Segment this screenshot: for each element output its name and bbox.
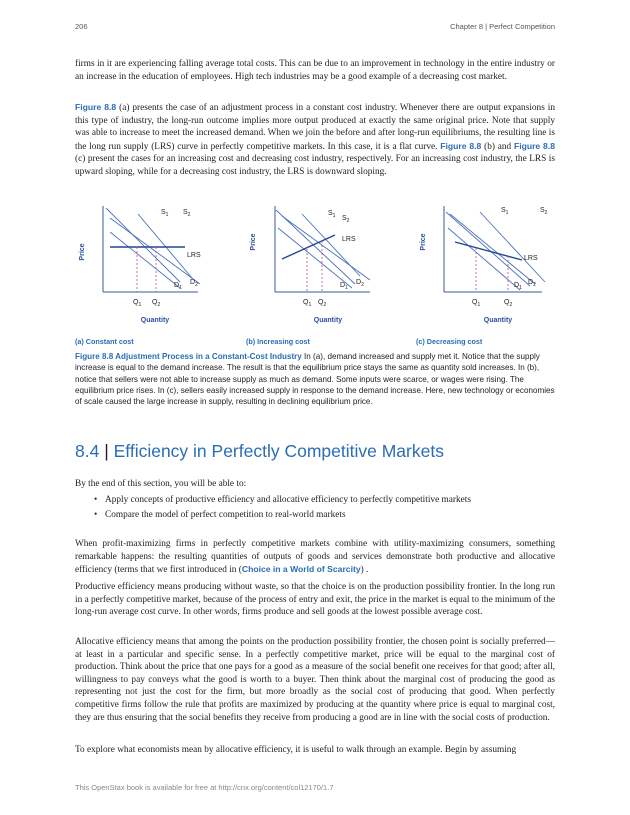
figure-caption-text: In (a), demand increased and supply met it. Notice that the supply increase is equal to the demand increase. The result is that the equilibrium price stays the same as quantity sold increases. In (b), notice that sellers were not able to increase supply as much as demand. Some inputs were scarce, or wages were rising. The equilibrium price rises. In (c), sellers easily increased supply in response to the demand increase. Here, new technology or economies of scale caused the large increase in supply, resulting in declining equilibrium price. (75, 352, 555, 407)
demand-curve-d2 (110, 218, 200, 284)
demand-curve-d1 (278, 228, 352, 288)
x-axis-label: Quantity (313, 317, 343, 324)
figure-link[interactable]: Figure 8.8 (513, 140, 556, 151)
d1-label: $D_1$ (174, 282, 182, 291)
figure-caption-title: Figure 8.8 Adjustment Process in a Constant-Cost Industry (75, 352, 302, 361)
x-axis-label: Quantity (140, 317, 170, 324)
d1-label: $D_1$ (340, 282, 348, 291)
figure-link[interactable]: Figure 8.8 (75, 102, 117, 112)
q1-label: $Q_1$ (303, 299, 312, 308)
list-item: • Apply concepts of productive efficiency and allocative efficiency to perfectly competitive markets (105, 494, 555, 507)
figure-8-8-graphs (70, 198, 560, 346)
supply-curve-s1 (446, 212, 530, 286)
panel-caption: (c) Decreasing cost (416, 337, 483, 346)
d2-label: $D_2$ (528, 279, 536, 288)
lrs-label: LRS (342, 236, 356, 243)
paragraph-3-text-a: When profit-maximizing firms in perfectly competitive markets combine with utility-maximizing consumers, something remarkable happens: the resulting quantities of outputs of goods and services demonstrate both productive and allocative efficiency (terms that we first introduced in ( (75, 539, 555, 576)
objectives-list (75, 494, 555, 522)
supply-curve-s1 (106, 208, 180, 282)
demand-curve-d2 (450, 214, 535, 284)
s2-label: $S_2$ (342, 215, 350, 224)
figure-caption (75, 351, 555, 407)
paragraph-6: To explore what economists mean by allocative efficiency, it is useful to walk through an example. Begin by assuming (75, 745, 517, 755)
page-number: 206 (75, 22, 88, 31)
chapter-title: Chapter 8 | Perfect Competition (450, 22, 555, 31)
paragraph-5: Allocative efficiency means that among the points on the production possibility frontier, the chosen point is socially preferred—at least in a particular and specific sense. In a perfectly competitive market, price will be equal to the marginal cost of production. Think about the price that one pays for a good as a measure of the social benefit one receives for that good; after all, willingness to pay conveys what the good is worth to a buyer. Then think about the marginal cost of producing the good as representing not just the cost for the firm, but more broadly as the social cost of producing that good. When perfectly competitive firms follow the rule that profits are maximized by producing at the quantity where price is equal to marginal cost, they are thus ensuring that the social benefits they receive from producing a good are in line with the social costs of production. (75, 637, 555, 723)
supply-curve-s2 (138, 214, 192, 278)
section-separator: | (99, 441, 114, 461)
figure-8-8 (70, 198, 560, 346)
q2-label: $Q_2$ (152, 299, 161, 308)
s2-label: $S_2$ (540, 207, 548, 216)
d2-label: $D_2$ (190, 279, 198, 288)
paragraph-1: firms in it are experiencing falling average total costs. This can be due to an improvement in technology in the entire industry or an increase in the education of employees. High tech industries may be a good example of a decreasing cost market. (75, 59, 555, 82)
q2-label: $Q_2$ (318, 299, 327, 308)
page-footer: This OpenStax book is available for free at http://cnx.org/content/col12170/1.7 (75, 783, 334, 792)
y-axis-label: Price (79, 243, 86, 261)
demand-curve-d1 (110, 232, 180, 288)
lrs-label: LRS (524, 255, 538, 262)
objectives-intro: By the end of this section, you will be able to: (75, 479, 247, 489)
lrs-curve (282, 235, 335, 259)
d1-label: $D_1$ (514, 282, 522, 291)
q1-label: $Q_1$ (472, 299, 481, 308)
x-axis-label: Quantity (483, 317, 513, 324)
section-title: Efficiency in Perfectly Competitive Markets (113, 441, 444, 461)
panel-caption: (a) Constant cost (75, 337, 134, 346)
paragraph-2-text-c: (c) present the cases for an increasing cost and decreasing cost industry, respectively. For an increasing cost industry, the LRS is upward sloping, while for a decreasing cost industry, the LRS is downward sloping. (75, 154, 555, 177)
paragraph-4: Productive efficiency means producing without waste, so that the choice is on the production possibility frontier. In the long run in a perfectly competitive market, because of the process of entry and exit, the price in the market is equal to the minimum of the long-run average cost curve. In other words, firms produce and sell goods at the lowest possible average cost. (75, 582, 555, 618)
s1-label: $S_1$ (501, 207, 509, 216)
y-axis-label: Price (250, 233, 257, 251)
d2-label: $D_2$ (356, 279, 364, 288)
lrs-curve (455, 242, 522, 260)
y-axis-label: Price (420, 233, 427, 251)
panel-a-constant-cost (75, 206, 201, 346)
learning-objectives (75, 478, 555, 524)
panel-b-increasing-cost (246, 206, 370, 346)
s1-label: $S_1$ (328, 210, 336, 219)
s1-label: $S_1$ (161, 209, 169, 218)
panel-c-decreasing-cost (416, 206, 548, 346)
panel-caption: (b) Increasing cost (246, 337, 310, 346)
paragraph-2-text-a: (a) presents the case of an adjustment process in a constant cost industry. Whenever there are output expansions in this type of industry, the long-run outcome implies more output produced at exactly the same original price. Note that supply was able to increase to meet the increased demand. When we join the before and after long-run equilibriums, the resulting line is the long run supply (LRS) curve in perfectly competitive markets. In this case, it is a flat curve. (75, 103, 555, 152)
paragraph-2-text-b: (b) and (481, 141, 514, 152)
figure-link[interactable]: Figure 8.8 (440, 140, 482, 151)
section-heading (75, 441, 444, 462)
s2-label: $S_2$ (183, 209, 191, 218)
list-item: • Compare the model of perfect competition to real-world markets (105, 509, 555, 522)
paragraph-3 (75, 538, 555, 577)
chapter-link[interactable]: Choice in a World of Scarcity (241, 564, 361, 575)
paragraph-2 (75, 101, 555, 179)
q1-label: $Q_1$ (133, 299, 142, 308)
demand-curve-d2 (282, 216, 370, 280)
paragraph-3-text-b: ) . (360, 565, 369, 576)
lrs-label: LRS (187, 252, 201, 259)
section-number: 8.4 (75, 441, 100, 461)
demand-curve-d1 (448, 228, 520, 290)
q2-label: $Q_2$ (504, 299, 513, 308)
